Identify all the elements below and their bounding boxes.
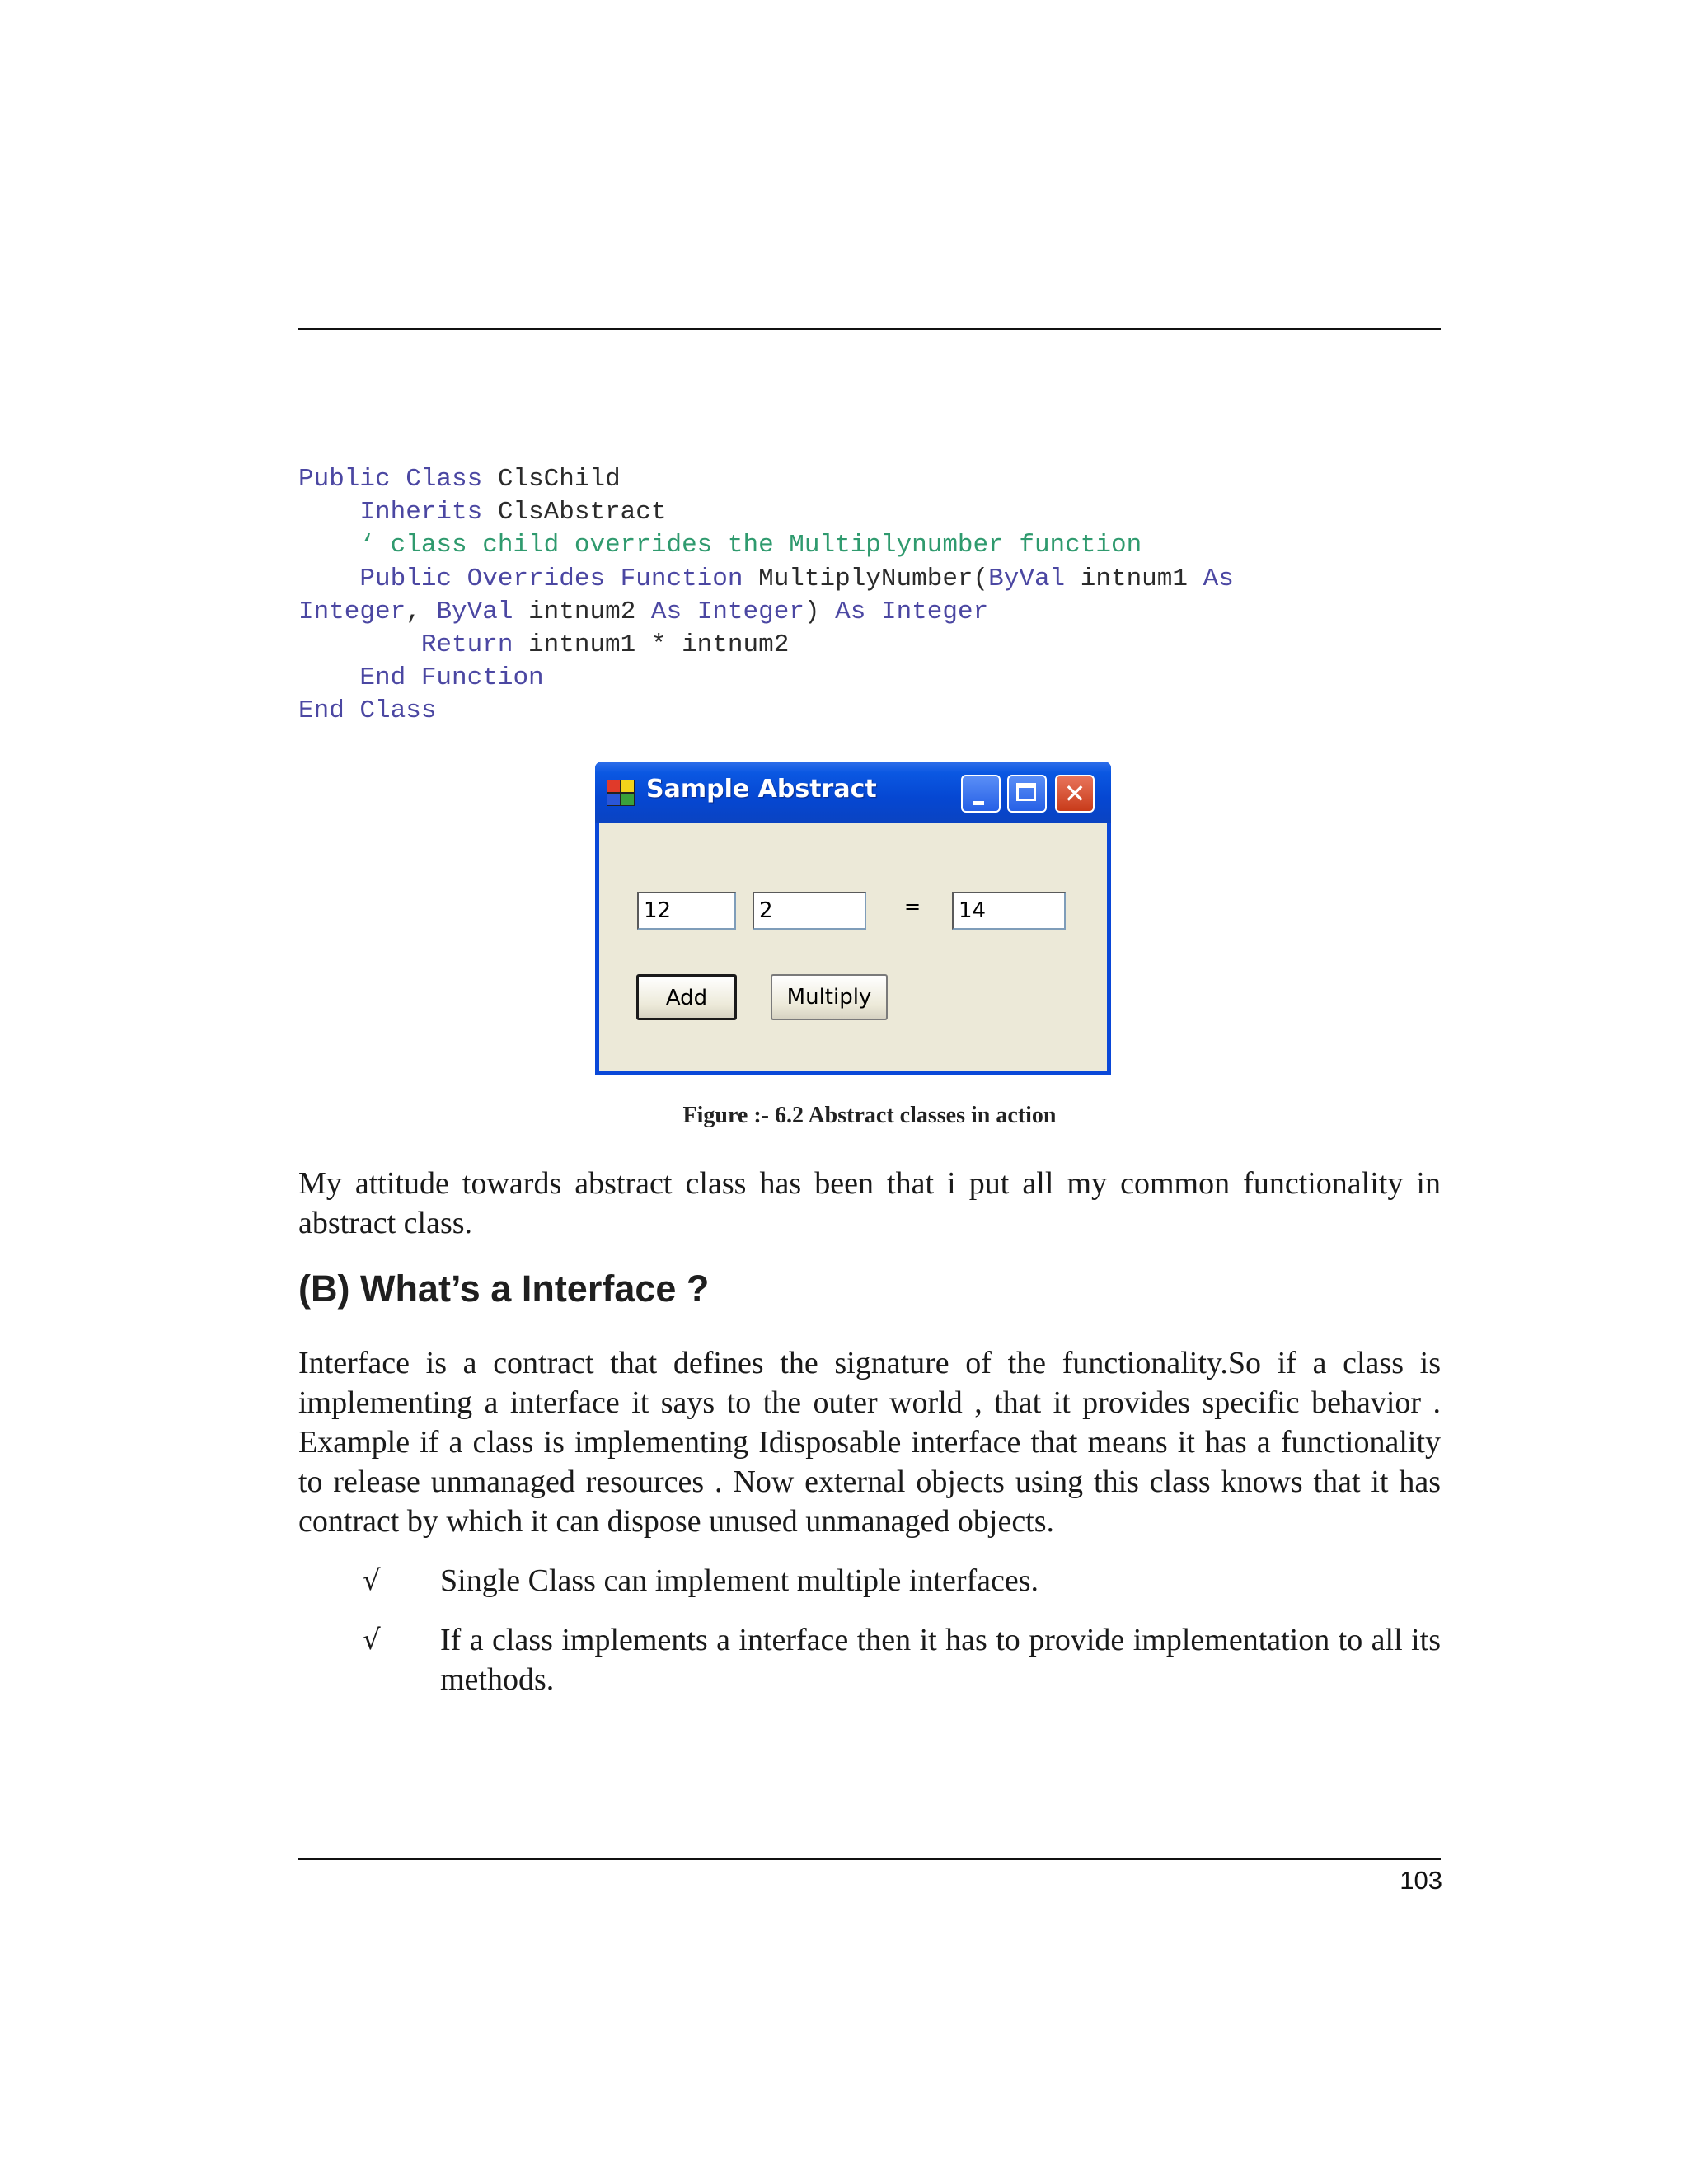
close-button[interactable]: [1055, 775, 1095, 813]
close-icon: ✕: [1063, 778, 1086, 809]
code-line: [298, 563, 1452, 596]
code-token: intnum2: [513, 597, 651, 626]
code-token: As Integer: [835, 597, 989, 626]
bullet-text: If a class implements a interface then it has to provide implementation to all its methods.: [440, 1623, 1441, 1697]
code-line: [298, 695, 1452, 728]
multiply-button[interactable]: Multiply: [771, 974, 888, 1020]
code-token: intnum1 * intnum2: [528, 630, 790, 659]
number1-input[interactable]: 12: [637, 892, 736, 930]
code-token: MultiplyNumber(: [758, 564, 989, 593]
code-token: Return: [298, 630, 529, 659]
minimize-icon: [973, 801, 984, 805]
code-block: [298, 463, 1452, 729]
code-token: ClsChild: [497, 465, 621, 494]
code-token: ): [804, 597, 836, 626]
equals-label: =: [904, 895, 921, 918]
code-line: [298, 529, 1452, 562]
result-input[interactable]: 14: [952, 892, 1066, 930]
paragraph-interface: Interface is a contract that defines the signature of the functionality.So if a class is implementing a interface it says to the outer world , that it provides specific behavior . Example if a class is implementing Idisposable interface that means it has a functionality to release unmanaged resources . Now external objects using this class knows that it has contract by which it can dispose unused unmanaged objects.: [298, 1346, 1441, 1539]
code-token: As Integer: [650, 597, 804, 626]
section-heading: (B) What’s a Interface ?: [298, 1268, 710, 1310]
check-icon: √: [363, 1564, 381, 1597]
code-token: ,: [406, 597, 437, 626]
code-token: intnum1: [1065, 564, 1203, 593]
header-rule: [298, 328, 1441, 330]
code-token: ByVal: [988, 564, 1066, 593]
paragraph-abstract: My attitude towards abstract class has been that i put all my common functionality in abstract class.: [298, 1166, 1441, 1240]
maximize-icon: [1016, 783, 1036, 801]
title-bar[interactable]: [595, 762, 1111, 823]
code-line: [298, 662, 1452, 695]
figure-caption: Figure :- 6.2 Abstract classes in action: [682, 1103, 1057, 1128]
code-line: [298, 496, 1452, 529]
app-icon: [607, 780, 635, 806]
code-token: Inherits: [298, 498, 498, 527]
code-line: [298, 596, 1452, 629]
code-line: [298, 629, 1452, 662]
code-token: Integer: [298, 597, 406, 626]
code-token: As: [1203, 564, 1234, 593]
code-token: ClsAbstract: [497, 498, 667, 527]
maximize-button[interactable]: [1007, 775, 1047, 813]
bullet-text: Single Class can implement multiple interfaces.: [440, 1563, 1039, 1598]
code-token: ‘ class child overrides the Multiplynumber function: [298, 531, 1142, 560]
code-token: Public Overrides Function: [298, 564, 759, 593]
window-title: Sample Abstract: [646, 775, 877, 804]
code-line: [298, 463, 1452, 496]
minimize-button[interactable]: [961, 775, 1001, 813]
add-button[interactable]: Add: [636, 974, 737, 1020]
code-token: ByVal: [436, 597, 513, 626]
footer-rule: [298, 1858, 1441, 1860]
code-token: Public Class: [298, 465, 498, 494]
page-number: 103: [1400, 1866, 1442, 1895]
sample-abstract-window: [595, 762, 1111, 1075]
code-token: End Class: [298, 696, 437, 726]
number2-input[interactable]: 2: [753, 892, 866, 930]
code-token: End Function: [298, 663, 544, 693]
check-icon: √: [363, 1624, 381, 1657]
